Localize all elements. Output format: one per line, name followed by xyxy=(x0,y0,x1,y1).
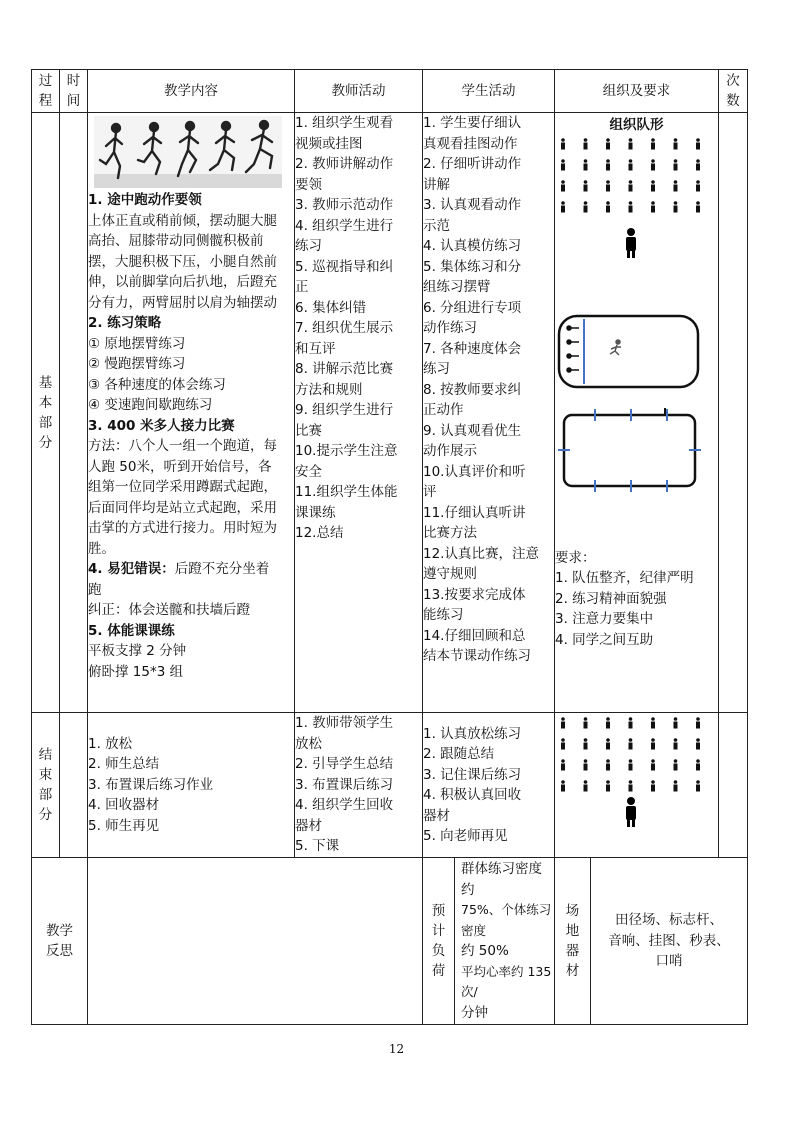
student-figure-icon xyxy=(629,759,633,770)
section-1-line: 高抬、屈膝带动同侧髋积极前 xyxy=(88,233,264,249)
basic-label: 基 本 部 分 xyxy=(32,113,60,713)
header-count: 次 数 xyxy=(719,70,748,113)
ending-content-item: 4. 回收器材 xyxy=(88,797,160,814)
student-activity-line: 能练习 xyxy=(423,607,464,623)
section-3-line: 人跑 50米，听到开始信号，各 xyxy=(88,458,272,475)
student-figure-icon xyxy=(629,159,633,170)
student-figure-icon xyxy=(584,759,588,770)
ending-teacher-item: 放松 xyxy=(295,735,322,752)
student-figure-icon xyxy=(696,138,700,149)
venue-label: 场 地 器 材 xyxy=(555,858,591,1025)
student-activity-line: 10.认真评价和听 xyxy=(423,463,526,480)
ending-time xyxy=(60,713,88,858)
student-figure-icon xyxy=(696,717,700,728)
header-row xyxy=(32,70,748,113)
section-5-line: 平板支撑 2 分钟 xyxy=(88,643,187,659)
header-student: 学生活动 xyxy=(423,70,555,113)
drill-area-diagram xyxy=(559,316,698,387)
ending-student-item: 3. 记住课后练习 xyxy=(423,766,522,783)
start-line-runners xyxy=(567,326,579,372)
student-figure-icon xyxy=(606,780,610,791)
student-activity-line: 8. 按教师要求纠 xyxy=(423,381,522,398)
student-activity-line: 11.仔细认真听讲 xyxy=(423,504,526,521)
teacher-activity-line: 和互评 xyxy=(295,340,336,357)
header-process: 过 程 xyxy=(32,70,60,113)
load-details xyxy=(455,858,555,1025)
student-activity-line: 7. 各种速度体会 xyxy=(423,340,522,357)
section-5-title: 5. 体能课课练 xyxy=(88,622,175,639)
ending-content-item: 1. 放松 xyxy=(88,735,133,752)
section-2-title: 2. 练习策略 xyxy=(88,315,162,331)
relay-markers xyxy=(558,409,701,492)
load-label: 预 计 负 荷 xyxy=(423,858,455,1025)
student-figure-icon xyxy=(606,738,610,749)
student-activity-line: 正动作 xyxy=(423,402,464,418)
relay-track-diagram xyxy=(564,415,695,486)
ending-content-item: 5. 师生再见 xyxy=(88,817,160,834)
ending-content-item: 2. 师生总结 xyxy=(88,756,160,773)
student-figure-icon xyxy=(674,201,678,212)
requirement-item: 4. 同学之间互助 xyxy=(555,631,654,648)
ending-teacher xyxy=(295,713,423,858)
section-4-fix: 纠正：体会送髋和扶墙后蹬 xyxy=(88,602,250,618)
basic-content xyxy=(88,113,295,713)
student-figure-icon xyxy=(584,159,588,170)
student-activity-line: 13.按要求完成体 xyxy=(423,586,526,603)
lesson-plan-table xyxy=(31,69,748,1025)
load-line: 分钟 xyxy=(461,1004,488,1021)
student-figure-icon xyxy=(651,138,655,149)
student-figure-icon xyxy=(696,738,700,749)
reflection-content xyxy=(88,858,423,1025)
section-4-line xyxy=(88,559,294,580)
header-content: 教学内容 xyxy=(88,70,295,113)
section-2-item: ④ 变速跑间歇跑练习 xyxy=(88,397,213,413)
ending-student-item: 1. 认真放松练习 xyxy=(423,725,522,742)
section-5-line: 俯卧撑 15*3 组 xyxy=(88,663,184,680)
section-3-line: 方法：八个人一组一个跑道，每 xyxy=(88,438,277,454)
requirement-item: 2. 练习精神面貌强 xyxy=(555,590,667,607)
student-activity-line: 动作展示 xyxy=(423,443,477,459)
teacher-activity-line: 9. 组织学生进行 xyxy=(295,402,394,418)
student-figure-icon xyxy=(561,159,565,170)
teacher-figure-icon xyxy=(626,797,636,827)
teacher-activity-line: 8. 讲解示范比赛 xyxy=(295,361,394,377)
header-org: 组织及要求 xyxy=(555,70,719,113)
teacher-activity-line: 练习 xyxy=(295,238,322,254)
load-line: 平均心率约 135 次/ xyxy=(461,963,552,999)
student-figure-icon xyxy=(696,201,700,212)
student-figure-icon xyxy=(606,180,610,191)
student-activity-line: 比赛方法 xyxy=(423,525,477,541)
student-figure-icon xyxy=(606,201,610,212)
student-figure-icon xyxy=(606,759,610,770)
ending-teacher-item: 器材 xyxy=(295,817,322,834)
load-line: 群体练习密度约 xyxy=(461,861,542,898)
student-figure-icon xyxy=(674,180,678,191)
student-figure-icon xyxy=(561,759,565,770)
load-line: 约 50% xyxy=(461,943,509,959)
student-figure-icon xyxy=(584,717,588,728)
student-activity-line: 3. 认真观看动作 xyxy=(423,197,522,213)
student-activity-line: 4. 认真模仿练习 xyxy=(423,238,522,254)
basic-teacher xyxy=(295,113,423,713)
ending-teacher-item: 5. 下课 xyxy=(295,838,340,854)
student-activity-line: 6. 分组进行专项 xyxy=(423,299,522,316)
teacher-activity-line: 12.总结 xyxy=(295,525,344,541)
teacher-activity-line: 安全 xyxy=(295,463,322,480)
student-figure-icon xyxy=(674,717,678,728)
ending-content-item: 3. 布置课后练习作业 xyxy=(88,776,214,793)
section-1-line: 伸，以前脚掌向后扒地，后蹬充 xyxy=(88,274,277,290)
student-figure-icon xyxy=(561,180,565,191)
student-figure-icon xyxy=(674,138,678,149)
teacher-activity-line: 1. 组织学生观看 xyxy=(295,115,394,131)
basic-org xyxy=(555,113,719,713)
teacher-activity-line: 2. 教师讲解动作 xyxy=(295,156,394,172)
student-activity-line: 结本节课动作练习 xyxy=(423,648,531,664)
section-4-rest: 后蹬不充分坐着 xyxy=(174,561,270,577)
section-3-title: 3. 400 米多人接力比赛 xyxy=(88,417,235,434)
student-figure-icon xyxy=(629,738,633,749)
teacher-activity-line: 5. 巡视指导和纠 xyxy=(295,258,394,275)
section-1-line: 摆，大腿积极下压，小腿自然前 xyxy=(88,253,277,270)
student-activity-line: 讲解 xyxy=(423,176,450,193)
teacher-activity-line: 正 xyxy=(295,279,309,295)
teacher-activity-line: 课课练 xyxy=(295,504,336,521)
teacher-activity-line: 方法和规则 xyxy=(295,381,363,398)
student-activity-line: 练习 xyxy=(423,361,450,377)
student-figure-icon xyxy=(696,759,700,770)
section-4-line2: 跑 xyxy=(88,581,102,598)
section-3-line: 组第一位同学采用蹲踞式起跑， xyxy=(88,479,277,495)
ending-formation-diagram xyxy=(555,713,711,833)
ending-teacher-item: 2. 引导学生总结 xyxy=(295,756,394,772)
student-figure-icon xyxy=(606,138,610,149)
basic-teacher-list xyxy=(295,113,422,544)
reflection-label: 教学 反思 xyxy=(32,858,88,1025)
basic-student xyxy=(423,113,555,713)
student-figure-icon xyxy=(696,780,700,791)
ending-formation-students xyxy=(561,717,700,791)
section-1-line: 分有力，两臂屈肘以肩为轴摆动 xyxy=(88,294,277,311)
ending-student xyxy=(423,713,555,858)
teacher-activity-line: 4. 组织学生进行 xyxy=(295,217,394,234)
ending-teacher-item: 4. 组织学生回收 xyxy=(295,797,394,813)
teacher-figure-icon xyxy=(626,228,636,258)
requirement-item: 1. 队伍整齐，纪律严明 xyxy=(555,570,694,586)
student-figure-icon xyxy=(674,159,678,170)
student-activity-line: 评 xyxy=(423,484,437,500)
student-figure-icon xyxy=(674,759,678,770)
student-figure-icon xyxy=(606,717,610,728)
formation-grid-students xyxy=(561,138,700,212)
student-figure-icon xyxy=(651,780,655,791)
student-figure-icon xyxy=(561,738,565,749)
student-figure-icon xyxy=(561,780,565,791)
student-activity-line: 组练习摆臂 xyxy=(423,279,491,295)
student-figure-icon xyxy=(696,180,700,191)
requirements-label: 要求： xyxy=(555,549,596,566)
student-figure-icon xyxy=(584,738,588,749)
student-figure-icon xyxy=(629,180,633,191)
ending-student-item: 4. 积极认真回收 xyxy=(423,787,522,803)
ending-teacher-item: 3. 布置课后练习 xyxy=(295,776,394,793)
section-4-title: 4. 易犯错误： xyxy=(88,561,175,577)
student-activity-line: 12.认真比赛，注意 xyxy=(423,545,539,562)
requirement-item: 3. 注意力要集中 xyxy=(555,611,654,627)
student-activity-line: 遵守规则 xyxy=(423,566,477,582)
student-figure-icon xyxy=(629,717,633,728)
ending-teacher-item: 1. 教师带领学生 xyxy=(295,715,394,731)
ending-label: 结 束 部 分 xyxy=(32,713,60,858)
ending-student-item: 器材 xyxy=(423,807,450,824)
student-activity-line: 真观看挂图动作 xyxy=(423,135,518,152)
basic-time xyxy=(60,113,88,713)
venue-line: 田径场、标志杆、 xyxy=(615,912,723,929)
student-figure-icon xyxy=(561,138,565,149)
ending-org xyxy=(555,713,719,858)
student-activity-line: 5. 集体练习和分 xyxy=(423,258,522,275)
basic-count xyxy=(719,113,748,713)
section-2-item: ① 原地摆臂练习 xyxy=(88,335,186,352)
student-figure-icon xyxy=(584,201,588,212)
section-3-line: 后面同伴均是站立式起跑，采用 xyxy=(88,499,277,516)
student-figure-icon xyxy=(584,780,588,791)
header-teacher: 教师活动 xyxy=(295,70,423,113)
student-activity-line: 1. 学生要仔细认 xyxy=(423,115,522,131)
student-figure-icon xyxy=(651,738,655,749)
venue-line: 口哨 xyxy=(655,953,683,970)
page-number: 12 xyxy=(388,1042,405,1056)
ending-content xyxy=(88,713,295,858)
section-1-line: 上体正直或稍前倾，摆动腿大腿 xyxy=(88,212,277,229)
student-figure-icon xyxy=(674,738,678,749)
teacher-activity-line: 10.提示学生注意 xyxy=(295,443,398,459)
student-figure-icon xyxy=(561,717,565,728)
basic-row xyxy=(32,113,748,713)
basic-student-list xyxy=(423,113,554,667)
header-time: 时 间 xyxy=(60,70,88,113)
section-2-item: ② 慢跑摆臂练习 xyxy=(88,356,186,372)
teacher-activity-line: 3. 教师示范动作 xyxy=(295,197,394,213)
ending-student-item: 5. 向老师再见 xyxy=(423,828,508,844)
teacher-activity-line: 6. 集体纠错 xyxy=(295,299,367,316)
runner-icon xyxy=(610,340,621,355)
section-1-title: 1. 途中跑动作要领 xyxy=(88,192,202,208)
student-figure-icon xyxy=(651,759,655,770)
student-figure-icon xyxy=(584,138,588,149)
reflection-row xyxy=(32,858,748,1025)
student-figure-icon xyxy=(651,159,655,170)
student-figure-icon xyxy=(606,159,610,170)
student-figure-icon xyxy=(674,780,678,791)
student-figure-icon xyxy=(629,201,633,212)
formation-diagrams xyxy=(555,136,711,548)
venue-line: 音响、挂图、秒表、 xyxy=(608,932,730,949)
teacher-activity-line: 11.组织学生体能 xyxy=(295,484,398,500)
ending-student-item: 2. 跟随总结 xyxy=(423,746,495,762)
student-figure-icon xyxy=(651,201,655,212)
student-activity-line: 示范 xyxy=(423,217,450,234)
section-3-line: 胜。 xyxy=(88,540,115,557)
student-figure-icon xyxy=(584,180,588,191)
teacher-activity-line: 比赛 xyxy=(295,422,322,439)
teacher-activity-line: 要领 xyxy=(295,176,322,193)
section-3-line: 击掌的方式进行接力。用时短为 xyxy=(88,520,277,536)
venue-details xyxy=(591,858,748,1025)
teacher-activity-line: 视频或挂图 xyxy=(295,135,363,152)
section-2-item: ③ 各种速度的体会练习 xyxy=(88,376,226,393)
student-figure-icon xyxy=(561,201,565,212)
student-figure-icon xyxy=(651,180,655,191)
student-figure-icon xyxy=(696,159,700,170)
student-activity-line: 9. 认真观看优生 xyxy=(423,422,522,439)
student-activity-line: 动作练习 xyxy=(423,320,477,336)
load-line: 75%、个体练习密度 xyxy=(461,902,552,938)
student-figure-icon xyxy=(629,780,633,791)
ending-count xyxy=(719,713,748,858)
student-activity-line: 2. 仔细听讲动作 xyxy=(423,156,522,172)
student-figure-icon xyxy=(629,138,633,149)
running-sequence-figure xyxy=(94,116,282,188)
org-title: 组织队形 xyxy=(609,117,664,133)
ending-row xyxy=(32,713,748,858)
student-figure-icon xyxy=(651,717,655,728)
teacher-activity-line: 7. 组织优生展示 xyxy=(295,320,394,336)
student-activity-line: 14.仔细回顾和总 xyxy=(423,627,526,644)
